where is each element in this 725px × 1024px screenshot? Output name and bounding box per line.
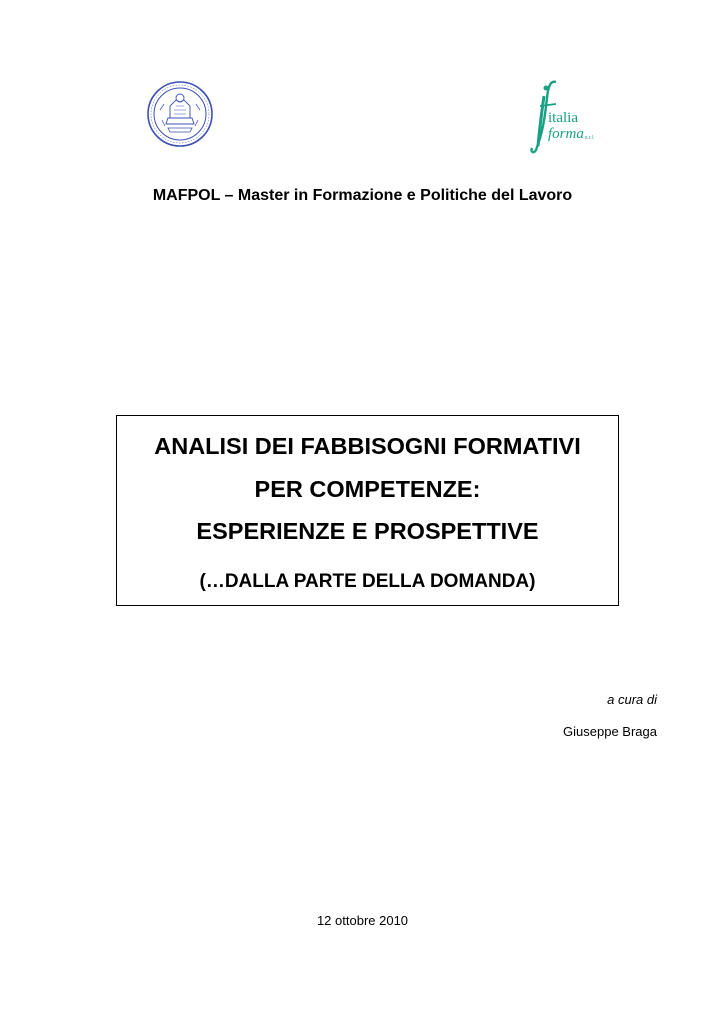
curator-label: a cura di: [607, 692, 657, 707]
document-date: 12 ottobre 2010: [316, 913, 409, 928]
course-subtitle: MAFPOL – Master in Formazione e Politiche del Lavoro: [152, 187, 573, 204]
title-line-1: ANALISI DEI FABBISOGNI FORMATIVI: [154, 433, 581, 459]
logo-text-italia: italia: [548, 110, 578, 126]
curator-name: Giuseppe Braga: [563, 724, 657, 739]
title-box: [116, 415, 619, 606]
title-line-2: PER COMPETENZE:: [254, 476, 481, 502]
title-line-3: ESPERIENZE E PROSPETTIVE: [196, 518, 539, 544]
university-seal-icon: [146, 80, 214, 148]
logo-text-forma: forma: [548, 126, 584, 142]
title-line-4: (…DALLA PARTE DELLA DOMANDA): [199, 571, 536, 592]
logo-suffix: s.r.l.: [585, 135, 595, 141]
